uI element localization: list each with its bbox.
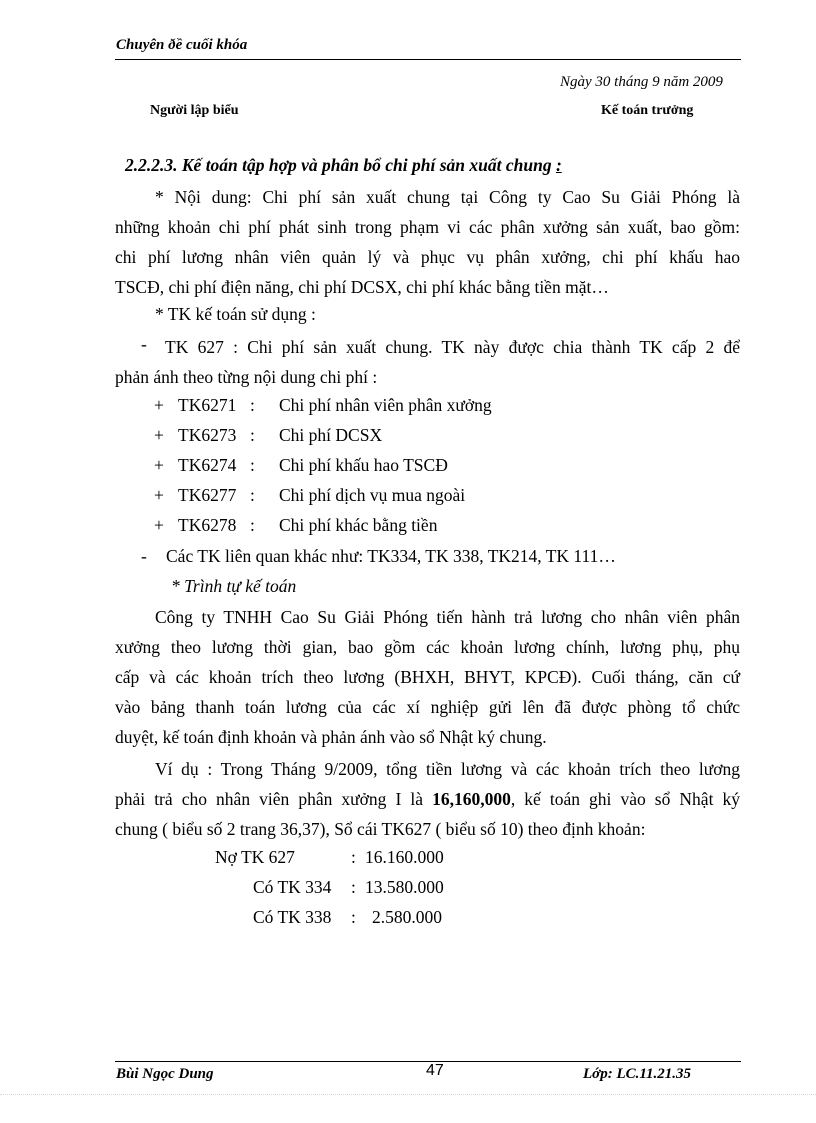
entry-amount: 2.580.000 (372, 907, 442, 927)
separator: : (250, 425, 255, 445)
content-line: chi phí lương nhân viên quản lý và phục vụ phân xưởng, chi phí khấu hao (115, 247, 740, 267)
page-header-title: Chuyên ðề cuối khóa (116, 37, 248, 53)
signature-chief-accountant: Kế toán trưởng (601, 103, 694, 118)
content-line: TSCĐ, chi phí điện năng, chi phí DCSX, chi phí khác bằng tiền mặt… (115, 277, 609, 297)
example-text: , kế toán ghi vào sổ Nhật ký (510, 789, 740, 809)
entry-account: Có TK 334 (253, 877, 332, 897)
account-code: TK6278 (178, 515, 237, 535)
section-heading-text: 2.2.2.3. Kế toán tập hợp và phân bổ chi phí sản xuất chung (125, 155, 552, 175)
section-heading-colon: : (555, 155, 562, 175)
tk627-line: phản ánh theo từng nội dung chi phí : (115, 367, 378, 387)
separator: : (250, 395, 255, 415)
example-line (115, 784, 740, 814)
example-line: chung ( biểu số 2 trang 36,37), Sổ cái TK627 ( biểu số 10) theo định khoản: (115, 819, 646, 839)
account-description: Chi phí khác bằng tiền (279, 515, 438, 535)
plus-marker: + (154, 515, 164, 535)
plus-marker: + (154, 485, 164, 505)
example-paragraph (115, 754, 740, 844)
entry-amount: 16.160.000 (365, 847, 444, 867)
salary-line: duyệt, kế toán định khoản và phản ánh vào sổ Nhật ký chung. (115, 727, 547, 747)
sequence-heading: * Trình tự kế toán (171, 576, 297, 596)
entry-colon: : (351, 907, 356, 927)
plus-marker: + (154, 455, 164, 475)
account-code: TK6273 (178, 425, 237, 445)
tk627-line: TK 627 : Chi phí sản xuất chung. TK này được chia thành TK cấp 2 để (165, 337, 740, 357)
footer-author: Bùi Ngọc Dung (116, 1066, 214, 1082)
page-bottom-divider (0, 1094, 816, 1095)
account-description: Chi phí DCSX (279, 425, 383, 445)
example-line: Ví dụ : Trong Tháng 9/2009, tổng tiền lương và các khoản trích theo lương (155, 759, 740, 779)
example-text: phải trả cho nhân viên phân xưởng I là (115, 789, 433, 809)
account-description: Chi phí dịch vụ mua ngoài (279, 485, 466, 505)
entry-amount: 13.580.000 (365, 877, 444, 897)
content-line: * Nội dung: Chi phí sản xuất chung tại Công ty Cao Su Giải Phóng là (155, 187, 740, 207)
separator: : (250, 455, 255, 475)
footer-class: Lớp: LC.11.21.35 (583, 1066, 692, 1082)
entry-account: Có TK 338 (253, 907, 332, 927)
page-number: 47 (426, 1062, 444, 1079)
entry-account: Nợ TK 627 (215, 847, 295, 867)
plus-marker: + (154, 395, 164, 415)
salary-line: Công ty TNHH Cao Su Giải Phóng tiến hành trả lương cho nhân viên phân (155, 607, 740, 627)
entry-colon: : (351, 877, 356, 897)
account-code: TK6277 (178, 485, 237, 505)
salary-paragraph (115, 602, 740, 752)
content-line: những khoản chi phí phát sinh trong phạm vi các phân xưởng sản xuất, bao gồm: (115, 217, 740, 237)
salary-line: cấp và các khoản trích theo lương (BHXH, BHYT, KPCĐ). Cuối tháng, căn cứ (115, 667, 740, 687)
tk-used-heading: * TK kế toán sử dụng : (155, 304, 316, 324)
content-paragraph (115, 182, 740, 302)
salary-line: xưởng theo lương thời gian, bao gồm các khoản lương chính, lương phụ, phụ (115, 637, 740, 657)
section-heading (125, 155, 562, 176)
salary-line: vào bảng thanh toán lương của các xí nghiệp gửi lên đã được phòng tổ chức (115, 697, 740, 717)
account-code: TK6271 (178, 395, 237, 415)
related-dash: - (141, 546, 147, 566)
account-description: Chi phí nhân viên phân xưởng (279, 395, 492, 415)
signature-date: Ngày 30 tháng 9 năm 2009 (560, 74, 723, 90)
signature-preparer: Người lập biểu (150, 103, 239, 118)
separator: : (250, 485, 255, 505)
separator: : (250, 515, 255, 535)
entry-colon: : (351, 847, 356, 867)
account-description: Chi phí khấu hao TSCĐ (279, 455, 448, 475)
plus-marker: + (154, 425, 164, 445)
related-accounts: Các TK liên quan khác như: TK334, TK 338, TK214, TK 111… (166, 546, 616, 566)
header-rule (115, 59, 741, 60)
account-code: TK6274 (178, 455, 237, 475)
tk627-dash: - (141, 334, 147, 354)
tk627-paragraph (115, 332, 740, 392)
example-amount: 16,160,000 (432, 789, 511, 809)
